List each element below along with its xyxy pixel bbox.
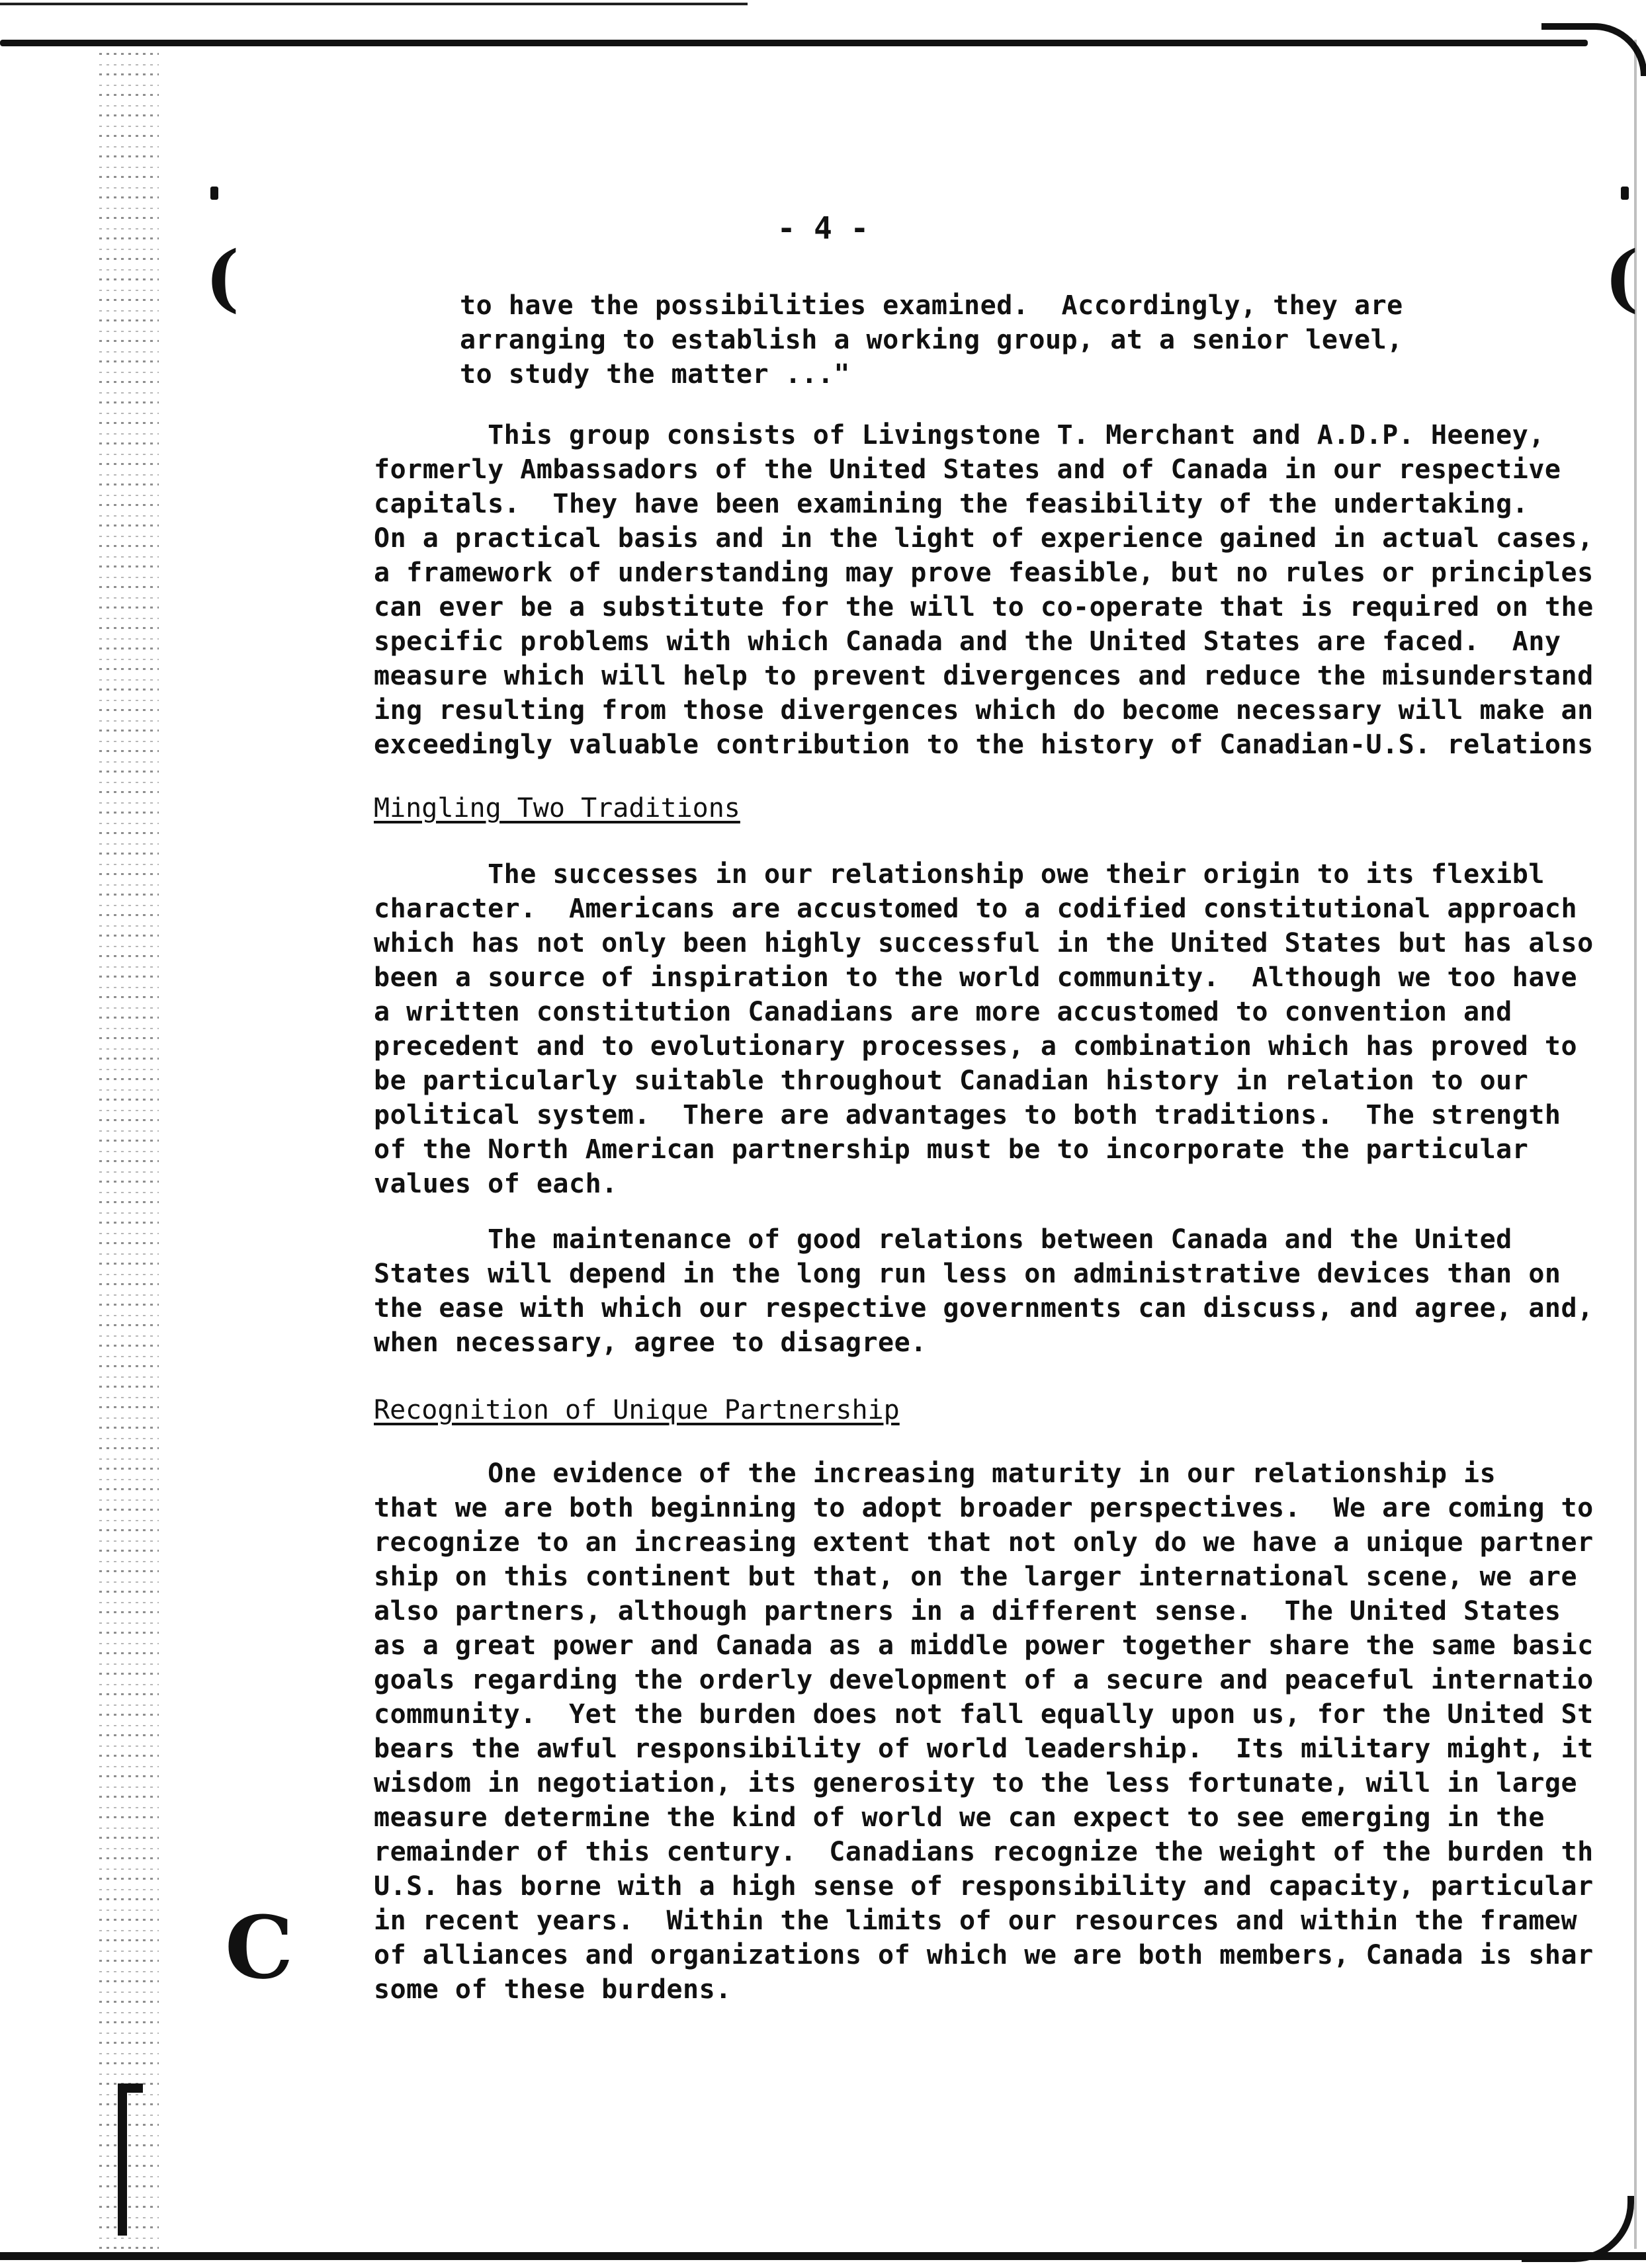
text-line: been a source of inspiration to the world community. Although we too have bbox=[374, 962, 1578, 993]
paragraph-working-group bbox=[374, 418, 1634, 762]
text-line: specific problems with which Canada and the United States are faced. Any bbox=[374, 626, 1561, 657]
quote-continuation bbox=[460, 288, 1452, 392]
text-line: capitals. They have been examining the feasibility of the undertaking. bbox=[374, 489, 1529, 519]
text-line: exceedingly valuable contribution to the history of Canadian-U.S. relations bbox=[374, 730, 1594, 760]
paragraph-good-relations bbox=[374, 1222, 1634, 1360]
section-heading: Recognition of Unique Partnership bbox=[374, 1395, 900, 1425]
text-line: U.S. has borne with a high sense of responsibility and capacity, particular bbox=[374, 1871, 1594, 1902]
paragraph-two-traditions bbox=[374, 857, 1634, 1201]
text-line: that we are both beginning to adopt broader perspectives. We are coming to bbox=[374, 1493, 1594, 1523]
scan-left-edge-speckle bbox=[99, 53, 159, 2249]
text-line: measure determine the kind of world we can expect to see emerging in the bbox=[374, 1802, 1545, 1833]
text-line: On a practical basis and in the light of experience gained in actual cases, bbox=[374, 523, 1594, 554]
text-line: One evidence of the increasing maturity in our relationship is bbox=[374, 1458, 1496, 1489]
text-line: The maintenance of good relations between Canada and the United bbox=[374, 1224, 1512, 1255]
scan-dot-left bbox=[210, 187, 218, 200]
text-line: can ever be a substitute for the will to co-operate that is required on the bbox=[374, 592, 1594, 622]
text-line: of alliances and organizations of which we are both members, Canada is shar bbox=[374, 1940, 1594, 1970]
text-line: States will depend in the long run less on administrative devices than on bbox=[374, 1259, 1561, 1289]
text-line: a written constitution Canadians are more accustomed to convention and bbox=[374, 997, 1512, 1027]
text-line: also partners, although partners in a different sense. The United States bbox=[374, 1596, 1561, 1626]
text-line: to have the possibilities examined. Accordingly, they are bbox=[460, 290, 1403, 321]
scan-top-edge bbox=[0, 40, 1588, 46]
text-line: formerly Ambassadors of the United States and of Canada in our respective bbox=[374, 454, 1561, 485]
binder-hole-mark-bottom-left: C bbox=[225, 1897, 294, 1998]
text-line: ing resulting from those divergences which do become necessary will make an bbox=[374, 695, 1594, 726]
text-line: in recent years. Within the limits of our resources and within the framew bbox=[374, 1906, 1578, 1936]
text-line: remainder of this century. Canadians recognize the weight of the burden th bbox=[374, 1837, 1594, 1867]
text-line: be particularly suitable throughout Canadian history in relation to our bbox=[374, 1066, 1529, 1096]
text-line: a framework of understanding may prove feasible, but no rules or principles bbox=[374, 558, 1594, 588]
text-line: bears the awful responsibility of world leadership. Its military might, it bbox=[374, 1734, 1594, 1764]
text-line: wisdom in negotiation, its generosity to the less fortunate, will in large bbox=[374, 1768, 1578, 1798]
text-line: values of each. bbox=[374, 1169, 618, 1199]
scan-top-corner bbox=[1541, 23, 1646, 76]
text-line: some of these burdens. bbox=[374, 1974, 732, 2005]
scan-top-edge-thin bbox=[0, 3, 748, 5]
binder-hole-mark-top-right: ( bbox=[1604, 235, 1639, 320]
text-line: The successes in our relationship owe their origin to its flexibl bbox=[374, 859, 1545, 890]
text-line: goals regarding the orderly development of a secure and peaceful internatio bbox=[374, 1665, 1594, 1695]
paragraph-unique-partnership bbox=[374, 1456, 1634, 2007]
text-line: when necessary, agree to disagree. bbox=[374, 1327, 927, 1358]
text-line: community. Yet the burden does not fall equally upon us, for the United St bbox=[374, 1699, 1594, 1730]
text-line: arranging to establish a working group, at a senior level, bbox=[460, 325, 1403, 355]
page-number: - 4 - bbox=[777, 210, 869, 246]
text-line: character. Americans are accustomed to a codified constitutional approach bbox=[374, 894, 1578, 924]
text-line: which has not only been highly successful in the United States but has also bbox=[374, 928, 1594, 958]
scan-bracket-mark bbox=[118, 2083, 127, 2236]
text-line: of the North American partnership must be to incorporate the particular bbox=[374, 1134, 1529, 1165]
binder-hole-mark-top-left: ( bbox=[205, 235, 240, 320]
text-line: This group consists of Livingstone T. Merchant and A.D.P. Heeney, bbox=[374, 420, 1545, 450]
scan-right-edge bbox=[1634, 40, 1637, 2249]
scan-bottom-edge bbox=[0, 2252, 1646, 2260]
text-line: as a great power and Canada as a middle power together share the same basic bbox=[374, 1630, 1594, 1661]
text-line: precedent and to evolutionary processes, a combination which has proved to bbox=[374, 1031, 1578, 1062]
text-line: political system. There are advantages to both traditions. The strength bbox=[374, 1100, 1561, 1130]
text-line: the ease with which our respective governments can discuss, and agree, and, bbox=[374, 1293, 1594, 1323]
text-line: ship on this continent but that, on the larger international scene, we are bbox=[374, 1562, 1578, 1592]
text-line: measure which will help to prevent divergences and reduce the misunderstand bbox=[374, 661, 1594, 691]
scan-dot-right bbox=[1621, 187, 1629, 200]
text-line: recognize to an increasing extent that not only do we have a unique partner bbox=[374, 1527, 1594, 1558]
text-line: to study the matter ..." bbox=[460, 359, 850, 390]
section-heading: Mingling Two Traditions bbox=[374, 793, 740, 823]
